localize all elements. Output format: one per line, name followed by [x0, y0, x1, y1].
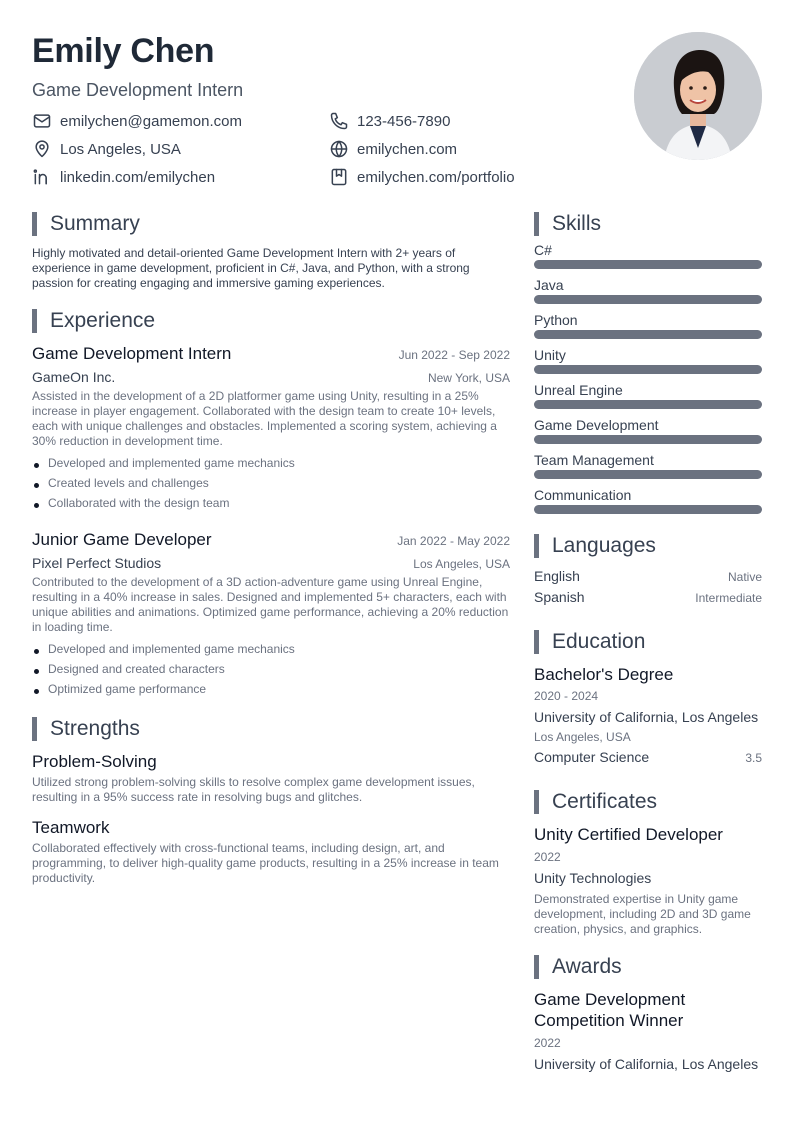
linkedin-icon	[32, 167, 52, 187]
languages-heading-text: Languages	[552, 534, 656, 557]
main-column	[32, 210, 510, 898]
accent-bar	[534, 955, 539, 979]
certificate-description: Demonstrated expertise in Unity game development, including 2D and 3D game creation, physics, and graphics.	[534, 892, 751, 936]
experience-item	[32, 343, 510, 513]
skill-item	[534, 240, 762, 269]
skill-name: Team Management	[534, 452, 654, 468]
skill-item	[534, 415, 762, 444]
experience-heading-text: Experience	[50, 309, 156, 332]
candidate-title: Game Development Intern	[32, 80, 244, 100]
certificates-heading-text: Certificates	[552, 790, 658, 813]
certificates-heading	[534, 788, 762, 816]
summary-text: Highly motivated and detail-oriented Game Development Intern with 2+ years of experience in game development, proficient in C#, Java, and Python, with a strong passion for creating engaging and immersive gaming experiences.	[32, 246, 470, 290]
education-heading-text: Education	[552, 630, 646, 653]
avatar	[634, 32, 762, 160]
contact-website[interactable]	[329, 138, 589, 160]
resume-header	[32, 30, 592, 188]
experience-location: Los Angeles, USA	[413, 557, 510, 571]
experience-company: Pixel Perfect Studios	[32, 555, 162, 571]
strengths-heading	[32, 715, 510, 743]
awards-heading	[534, 953, 762, 981]
experience-dates: Jan 2022 - May 2022	[397, 534, 510, 548]
language-name: Spanish	[534, 589, 585, 605]
summary-heading	[32, 210, 510, 238]
contact-location	[32, 138, 329, 160]
skill-name: Game Development	[534, 417, 659, 433]
experience-bullets	[32, 453, 510, 513]
strength-item	[32, 751, 510, 805]
contact-portfolio[interactable]	[329, 166, 589, 188]
skill-name: Java	[534, 277, 564, 293]
skill-name: Python	[534, 312, 578, 328]
skill-level-bar	[534, 470, 762, 479]
side-column	[534, 210, 762, 1073]
experience-item	[32, 529, 510, 699]
language-item	[534, 589, 762, 610]
bullet-item: Developed and implemented game mechanics	[32, 639, 510, 659]
skill-item	[534, 380, 762, 409]
strength-text: Collaborated effectively with cross-functional teams, including design, art, and programming, to deliver high-quality game products, resulting in a 25% increase in team productivity.	[32, 841, 499, 885]
skill-level-bar	[534, 330, 762, 339]
contact-phone[interactable]	[329, 110, 589, 132]
contact-list	[32, 110, 592, 188]
strengths-heading-text: Strengths	[50, 717, 140, 740]
certificate-issuer: Unity Technologies	[534, 870, 652, 886]
skills-heading	[534, 210, 762, 238]
skill-item	[534, 485, 762, 514]
language-item	[534, 568, 762, 589]
strength-title: Teamwork	[32, 818, 110, 837]
skill-level-bar	[534, 260, 762, 269]
skill-level-bar	[534, 505, 762, 514]
skill-item	[534, 450, 762, 479]
experience-bullets	[32, 639, 510, 699]
experience-description: Assisted in the development of a 2D platformer game using Unity, resulting in a 25% increase in player engagement. Collaborated with the design team to create 10+ levels, each with unique challenges and obstacles. Implemented a scoring system, achieving a 30% reduction in development time.	[32, 389, 497, 448]
accent-bar	[534, 534, 539, 558]
education-heading	[534, 628, 762, 656]
skill-level-bar	[534, 295, 762, 304]
languages-heading	[534, 532, 762, 560]
skills-heading-text: Skills	[552, 212, 602, 235]
phone-text: 123-456-7890	[357, 112, 451, 130]
skill-name: Communication	[534, 487, 632, 503]
experience-dates: Jun 2022 - Sep 2022	[398, 348, 510, 362]
bullet-item: Designed and created characters	[32, 659, 510, 679]
summary-heading-text: Summary	[50, 212, 140, 235]
skill-name: C#	[534, 242, 552, 258]
accent-bar	[32, 309, 37, 333]
skill-name: Unreal Engine	[534, 382, 623, 398]
certificate-title: Unity Certified Developer	[534, 825, 723, 844]
location-text: Los Angeles, USA	[60, 140, 181, 158]
bullet-item: Collaborated with the design team	[32, 493, 510, 513]
skill-item	[534, 345, 762, 374]
experience-location: New York, USA	[427, 371, 510, 385]
strength-title: Problem-Solving	[32, 752, 157, 771]
bullet-item: Created levels and challenges	[32, 473, 510, 493]
accent-bar	[534, 630, 539, 654]
website-text: emilychen.com	[357, 140, 458, 158]
email-text: emilychen@gamemon.com	[60, 112, 242, 130]
skills-list	[534, 240, 762, 514]
accent-bar	[534, 790, 539, 814]
profile-photo	[634, 32, 762, 160]
strength-text: Utilized strong problem-solving skills to resolve complex game development issues, resulting in a 95% success rate in resolving bugs and glitches.	[32, 775, 475, 804]
award-title: Game Development Competition Winner	[534, 990, 686, 1030]
contact-linkedin[interactable]	[32, 166, 329, 188]
awards-heading-text: Awards	[552, 955, 622, 978]
education-location: Los Angeles, USA	[534, 730, 631, 744]
experience-title: Game Development Intern	[32, 344, 232, 363]
education-dates: 2020 - 2024	[534, 689, 599, 703]
bullet-item: Developed and implemented game mechanics	[32, 453, 510, 473]
accent-bar	[32, 212, 37, 236]
award-issuer: University of California, Los Angeles	[534, 1056, 759, 1072]
location-pin-icon	[32, 139, 52, 159]
skill-level-bar	[534, 365, 762, 374]
mail-icon	[32, 111, 52, 131]
skill-item	[534, 275, 762, 304]
language-level: Intermediate	[695, 591, 762, 605]
experience-title: Junior Game Developer	[32, 530, 212, 549]
contact-email[interactable]	[32, 110, 329, 132]
certificate-year: 2022	[534, 850, 561, 864]
linkedin-text: linkedin.com/emilychen	[60, 168, 216, 186]
skill-level-bar	[534, 400, 762, 409]
award-year: 2022	[534, 1036, 561, 1050]
phone-icon	[329, 111, 349, 131]
education-school: University of California, Los Angeles	[534, 709, 759, 725]
bookmark-icon	[329, 167, 349, 187]
skill-level-bar	[534, 435, 762, 444]
candidate-name: Emily Chen	[32, 32, 215, 70]
education-degree: Bachelor's Degree	[534, 665, 674, 684]
accent-bar	[32, 717, 37, 741]
skill-item	[534, 310, 762, 339]
globe-icon	[329, 139, 349, 159]
experience-heading	[32, 307, 510, 335]
experience-company: GameOn Inc.	[32, 369, 116, 385]
experience-description: Contributed to the development of a 3D action-adventure game using Unreal Engine, resulting in a 40% increase in sales. Designed and implemented 5+ characters, each with unique abilities and animations. Optimized game performance, achieving a 20% reduction in loading time.	[32, 575, 509, 634]
accent-bar	[534, 212, 539, 236]
language-name: English	[534, 568, 580, 584]
education-field: Computer Science	[534, 749, 650, 765]
education-field-row	[534, 749, 762, 766]
bullet-item: Optimized game performance	[32, 679, 510, 699]
skill-name: Unity	[534, 347, 566, 363]
strength-item	[32, 817, 510, 886]
language-level: Native	[727, 570, 762, 584]
education-gpa: 3.5	[745, 751, 762, 765]
portfolio-text: emilychen.com/portfolio	[357, 168, 515, 186]
